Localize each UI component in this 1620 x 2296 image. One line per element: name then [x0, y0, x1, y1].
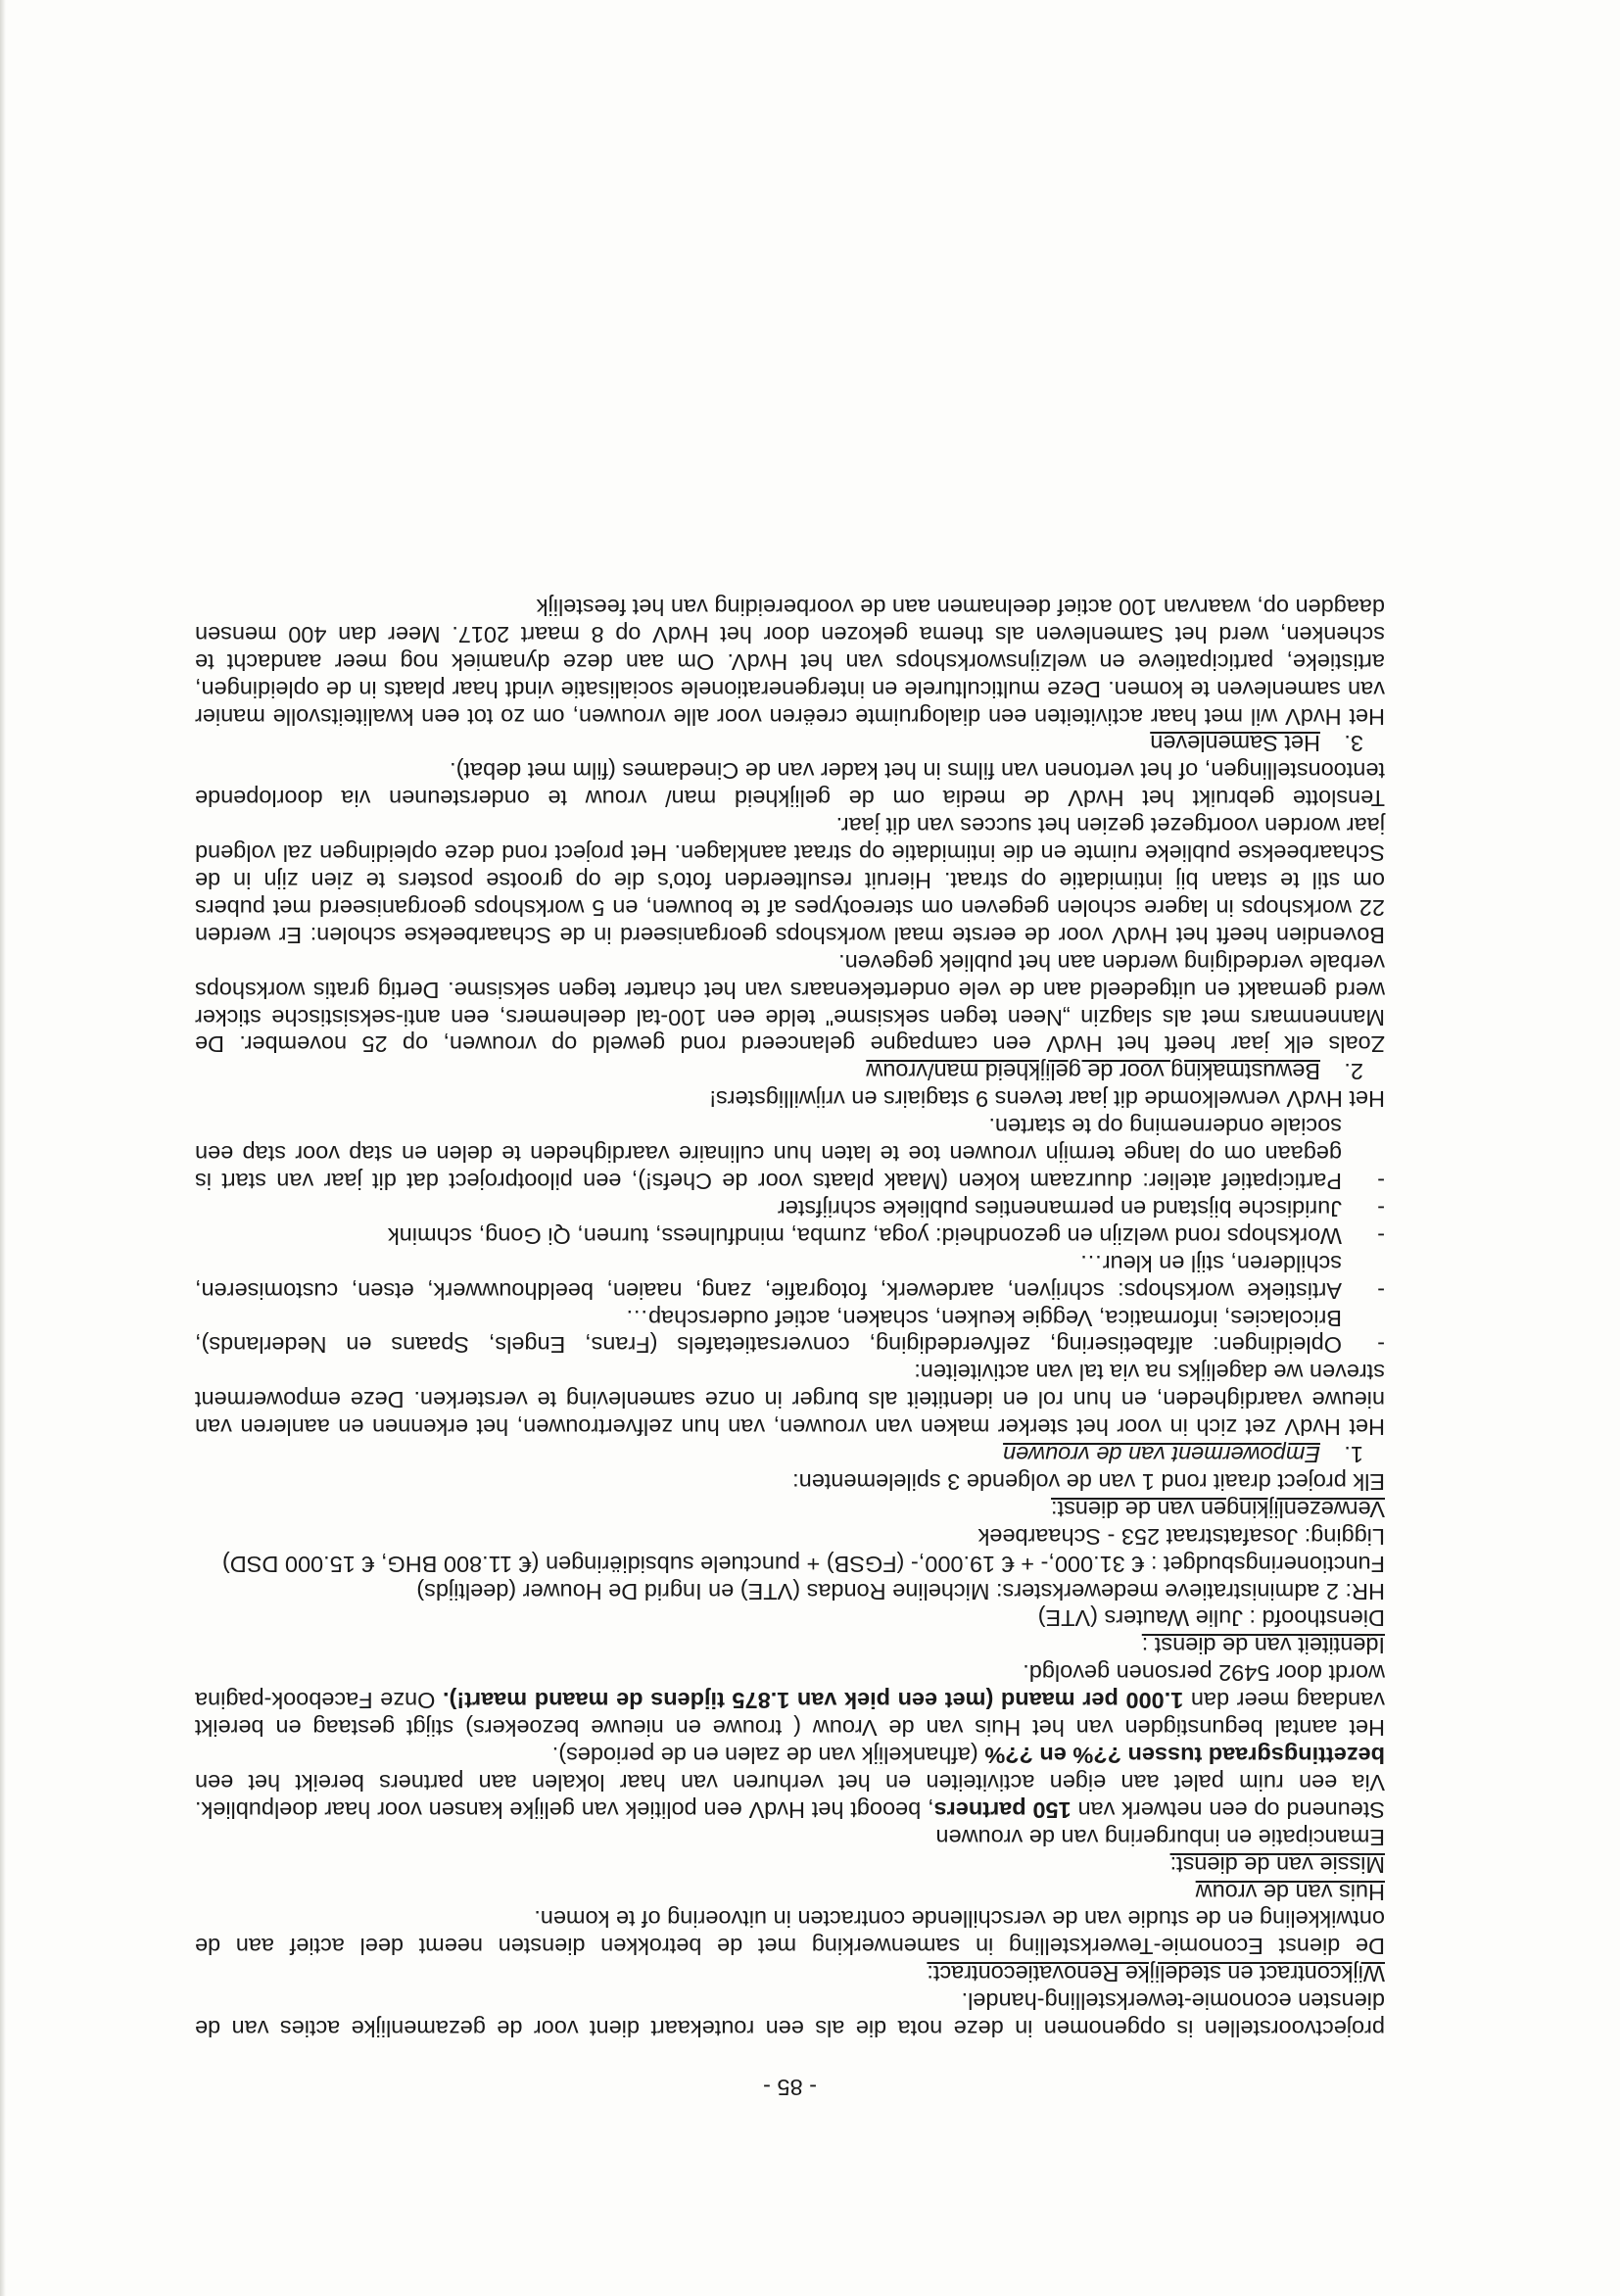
missie-p1-partners: 150 partners	[933, 1796, 1072, 1823]
list-item-text: Workshops rond welzijn en gezondheid: yoga, zumba, mindfulness, turnen, Qi Gong, schmink	[387, 1222, 1342, 1249]
section-3-number: 3.	[1344, 731, 1363, 757]
missie-paragraph-1	[195, 1741, 1385, 1823]
page-number: - 85 -	[763, 2075, 817, 2100]
identiteit-line: Ligging: Josafatstraat 253 - Schaarbeek	[977, 1523, 1385, 1550]
section-2-paragraph: Tenslotte gebruikt het HvdV de media om de gelijkheid man/ vrouw te ondersteunen via doorlopende tentoonstellingen, of het vertonen van films in het kader van de Cinedames (film met debat).	[195, 758, 1385, 812]
missie-heading: Missie van de dienst:	[1169, 1851, 1385, 1878]
missie-p1-c: , beoogt het HvdV een politiek van gelijke kansen voor haar doelpubliek. Via een ruim palet aan eigen activiteiten en het verhuren van haar lokalen aan partners bereikt het een	[195, 1769, 1385, 1823]
page-content	[195, 593, 1385, 2100]
missie-paragraph-2	[195, 1658, 1385, 1741]
section-1-title: Empowerment van de vrouwen	[1003, 1442, 1320, 1468]
list-item: - Workshops rond welzijn en gezondheid: yoga, zumba, mindfulness, turnen, Qi Gong, schmink	[387, 1222, 1385, 1249]
section-1-heading	[195, 1440, 1385, 1467]
wijkcontract-text: De dienst Economie-Tewerkstelling in samenwerking met de betrokken diensten neemt deel actief aan de ontwikkeling en de studie van de verschillende contracten in uitvoering of te komen.	[195, 1906, 1385, 1960]
missie-p1-e: (afhankelijk van de zalen en de periodes).	[551, 1743, 985, 1769]
identiteit-line: Diensthoofd : Julie Wauters (VTE)	[1037, 1605, 1385, 1632]
list-item: - Opleidingen: alfabetisering, zelfverdediging, conversatietafels (Frans, Engels, Spaans en Nederlands), Bricolacies, informatica, Veggie keuken, schaken, actief ouderschap…	[195, 1305, 1385, 1359]
huis-heading: Huis van de vrouw	[1195, 1879, 1385, 1905]
identiteit-line: HR: 2 administratieve medewerksters: Micheline Rondas (VTE) en Ingrid De Houwer (deeltijds)	[416, 1578, 1385, 1604]
identiteit-line: Functioneringsbudget : € 31.000,- + € 19.000,- (FGSB) + punctuele subsidiëringen (€ 11.800 BHG, € 15.000 DSD)	[221, 1551, 1385, 1577]
section-1-closing: Het HvdV verwelkomde dit jaar tevens 9 stagiairs en vrijwilligsters!	[709, 1086, 1385, 1113]
section-3-heading	[195, 730, 1385, 757]
verwezenlijkingen-intro: Elk project draait rond 1 van de volgende 3 spilelementen:	[792, 1468, 1385, 1495]
list-item: - Participatief atelier: duurzaam koken (Maak plaats voor de Chefs!), een pilootproject dat dit jaar van start is gegaan om op lange termijn vrouwen toe te laten hun culinaire vaardigheden te delen en stap voor stap een sociale onderneming op te starten.	[195, 1114, 1385, 1194]
section-2-number: 2.	[1344, 1059, 1363, 1085]
section-3-title: Het Samenleven	[1150, 731, 1320, 757]
missie-p2-a: Het aantal begunstigden van het Huis van de Vrouw ( trouwe en nieuwe bezoekers) stijgt gestaag en bereikt vandaag meer dan	[195, 1688, 1385, 1742]
list-item-text: Participatief atelier: duurzaam koken (Maak plaats voor de Chefs!), een pilootproject dat dit jaar van start is gegaan om op lange termijn vrouwen toe te laten hun culinaire vaardigheden te delen en stap voor stap een sociale onderneming op te starten.	[195, 1114, 1342, 1194]
missie-p1-bezetting: bezettingsgraad tussen ??% en ??%	[984, 1743, 1385, 1769]
missie-line: Emancipatie en inburgering van de vrouwen	[935, 1824, 1385, 1850]
verwezenlijkingen-heading: Verwezenlijkingen van de dienst:	[1051, 1496, 1385, 1522]
list-item-text: Opleidingen: alfabetisering, zelfverdediging, conversatietafels (Frans, Engels, Spaans en Nederlands), Bricolacies, informatica, Veggie keuken, schaken, actief ouderschap…	[195, 1305, 1342, 1359]
section-3-text: Het HvdV wil met haar activiteiten een dialogruimte creëren voor alle vrouwen, om zo tot een kwaliteitsvolle manier van samenleven te komen. Deze multiculturele en intergenerationele socialisatie vindt haar plaats in de opleidingen, artistieke, participatieve en welzijnsworkshops van het HvdV. Om aan deze dynamiek nog meer aandacht te schenken, werd het Samenleven als thema gekozen door het HvdV op 8 maart 2017. Meer dan 400 mensen daagden op, waarvan 100 actief deelnamen aan de voorbereiding van het feestelijk	[195, 594, 1385, 730]
identiteit-heading: Identiteit van de dienst :	[1141, 1633, 1385, 1659]
wijkcontract-heading: Wijkcontract en stedelijke Renovatiecontract:	[927, 1961, 1385, 1987]
list-item: - Juridische bijstand en permanenties publieke schrijfster	[777, 1195, 1385, 1221]
missie-p1-a: Steunend op een netwerk van	[1071, 1796, 1385, 1823]
section-1-number: 1.	[1344, 1442, 1363, 1468]
intro-paragraph: projectvoorstellen is opgenomen in deze nota die als een routekaart dient voor de gezamenlijke acties van de diensten economie-tewerkstelling-handel.	[195, 1988, 1385, 2042]
missie-p2-bold: 1.000 per maand (met een piek van 1.875 tijdens de maand maart!).	[442, 1688, 1184, 1714]
list-item: - Artistieke workshops: schrijven, aardewerk, fotografie, zang, naaien, beeldhouwwerk, etsen, customiseren, schilderen, stijl en kleur…	[195, 1250, 1385, 1304]
list-item-text: Juridische bijstand en permanenties publieke schrijfster	[777, 1195, 1342, 1221]
list-item-text: Artistieke workshops: schrijven, aardewerk, fotografie, zang, naaien, beeldhouwwerk, etsen, customiseren, schilderen, stijl en kleur…	[195, 1250, 1342, 1304]
section-2-heading	[195, 1057, 1385, 1084]
section-1-text: Het HvdV zet zich in voor het sterker maken van vrouwen, van hun zelfvertrouwen, het erkennen en aanleren van nieuwe vaardigheden, en hun rol en identiteit als burger in onze samenleving te versterken. Deze empowerment streven we dagelijks na via tal van activiteiten:	[195, 1360, 1385, 1441]
section-2-paragraph: Zoals elk jaar heeft het HvdV een campagne gelanceerd rond geweld op vrouwen, op 25 november. De Mannenmars met als slagzin „Neen tegen seksisme" telde een 100-tal deelnemers, een anti-seksistische sticker werd gemaakt en uitgedeeld aan de vele ondertekenaars van het charter tegen seksisme. Dertig gratis workshops verbale verdediging werden aan het publiek gegeven.	[195, 949, 1385, 1058]
section-2-paragraph: Bovendien heeft het HvdV voor de eerste maal workshops georganiseerd in de Schaarbeekse scholen: Er werden 22 workshops in lagere scholen gegeven om stereotypes af te bouwen, en 5 workshops georganiseerd met pubers om stil te staan bij intimidatie op straat. Hieruit resulteerden foto's die op grootse posters te zien zijn in de Schaarbeekse publieke ruimte en die intimidatie op straat aanklagen. Het project rond deze opleidingen zal volgend jaar worden voortgezet gezien het succes van dit jaar.	[195, 813, 1385, 948]
missie-p2-c: Onze Facebook-pagina wordt door 5492 personen gevolgd.	[195, 1660, 1385, 1714]
section-2-title: Bewustmaking voor de gelijkheid man/vrouw	[866, 1059, 1320, 1085]
